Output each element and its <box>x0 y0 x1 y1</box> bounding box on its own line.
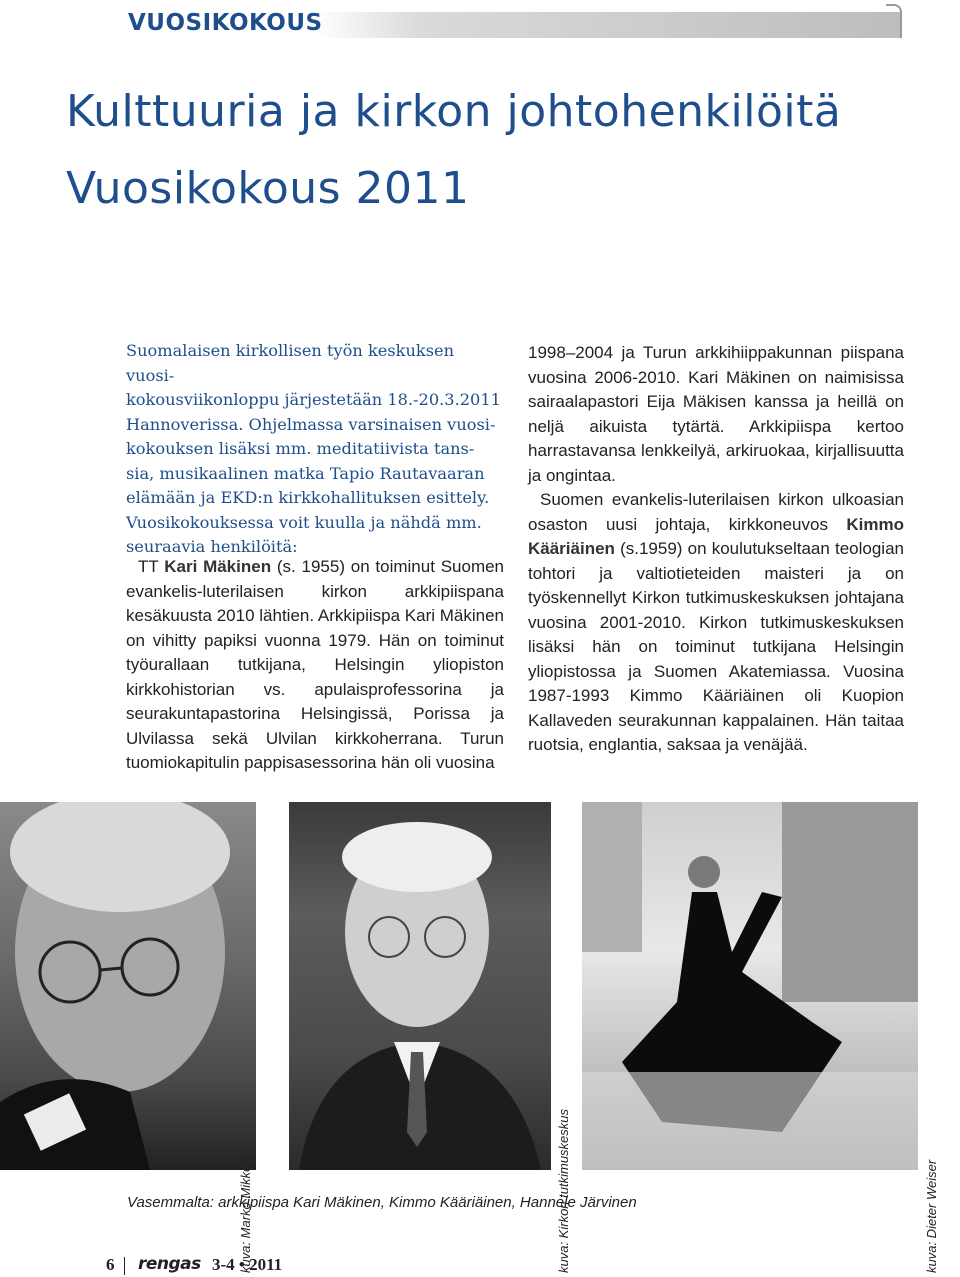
body-column-right <box>528 341 904 758</box>
photo-credit: kuva: Kirkon tutkimuskeskus <box>556 1108 571 1273</box>
paragraph-text: (s. 1955) on toiminut Suomen evankelis-luterilaisen kirkon arkkipiispana kesäkuusta 2010 lähtien. Arkkipiispa Kari Mäkinen on vihitty papiksi vuonna 1979. Hän on toiminut työurallaan tutkijana, Helsingin yliopiston kirkkohistorian vs. apulaisprofessorina ja seurakuntapastorina Helsingissä, Porissa ja Ulvilassa sekä Ulvilan kirkkoherrana. Turun tuomiokapitulin pappisasessorina hän oli vuosina <box>126 557 505 772</box>
dance-illustration <box>582 802 918 1170</box>
lead-line: Hannoverissa. Ohjelmassa varsinaisen vuosi- <box>126 414 496 434</box>
article-title: Kulttuuria ja kirkon johtohenkilöitä <box>66 86 842 137</box>
paragraph-text: (s.1959) on koulutukseltaan teologian tohtori ja valtiotieteiden maisteri ja on työskennellyt Kirkon tutkimuskeskuksen johtajana vuosina 2001-2010. Kirkon tutkimuskeskuksen lisäksi hän on toiminut tutkijana Helsingin yliopistossa ja Suomen Akatemiassa. Vuosina 1987-1993 Kimmo Kääriäinen oli Kuopion Kallaveden seurakunnan kappalainen. Hän taitaa ruotsia, englantia, saksaa ja venäjää. <box>528 539 904 754</box>
page-number: 6 <box>106 1255 115 1274</box>
photo-credit: kuva: Marko Mikkola <box>238 1154 253 1273</box>
footer-divider <box>124 1257 125 1275</box>
page-corner-fold <box>886 4 902 38</box>
person-name: Kimmo Kääriäinen <box>528 514 904 558</box>
lead-line: kokouksen lisäksi mm. meditatiivista tans- <box>126 439 475 458</box>
issue-number: 3-4 • 2011 <box>212 1255 283 1274</box>
portrait-photo-makinen <box>0 802 256 1170</box>
body-column-left <box>126 555 504 776</box>
lead-line: sia, musikaalinen matka Tapio Rautavaaran <box>126 463 485 483</box>
portrait-illustration <box>0 802 256 1170</box>
article-lead <box>126 339 504 560</box>
magazine-logo: rengas <box>138 1254 201 1274</box>
section-label: VUOSIKOKOUS <box>128 10 323 36</box>
title-prefix: TT <box>138 557 165 576</box>
body-paragraph <box>126 555 504 776</box>
lead-line: elämään ja EKD:n kirkkohallituksen esittely. <box>126 488 490 507</box>
lead-line: kokousviikonloppu järjestetään 18.-20.3.2011 <box>126 390 501 409</box>
photo-credit: kuva: Dieter Weiser <box>924 1159 939 1273</box>
body-paragraph: 1998–2004 ja Turun arkkihiippakunnan piispana vuosina 2006-2010. Kari Mäkinen on naimisissa sairaalapastori Eija Mäkisen kanssa ja heillä on neljä aikuista tytärtä. Arkkipiispa kertoo harrastavansa lenkkeilyä, arkiruokaa, kirjallisuutta ja ongintaa. <box>528 343 904 485</box>
body-paragraph <box>528 488 904 758</box>
person-name: Kari Mäkinen <box>164 557 272 576</box>
lead-line: Suomalaisen kirkollisen työn keskuksen vuosi- <box>126 341 455 385</box>
photo-caption: Vasemmalta: arkkipiispa Kari Mäkinen, Kimmo Kääriäinen, Hannele Järvinen <box>127 1194 637 1211</box>
portrait-illustration <box>289 802 551 1170</box>
lead-line: Vuosikokouksessa voit kuulla ja nähdä mm. <box>126 512 482 532</box>
paragraph-text: Suomen evankelis-luterilaisen kirkon ulkoasian osaston uusi johtaja, kirkkoneuvos <box>528 490 904 534</box>
article-subtitle: Vuosikokous 2011 <box>66 163 470 214</box>
section-header-band <box>315 12 900 38</box>
portrait-photo-kaariainen <box>289 802 551 1170</box>
lead-line: seuraavia henkilöitä: <box>126 537 298 556</box>
photo-dancer-jarvinen <box>582 802 918 1170</box>
